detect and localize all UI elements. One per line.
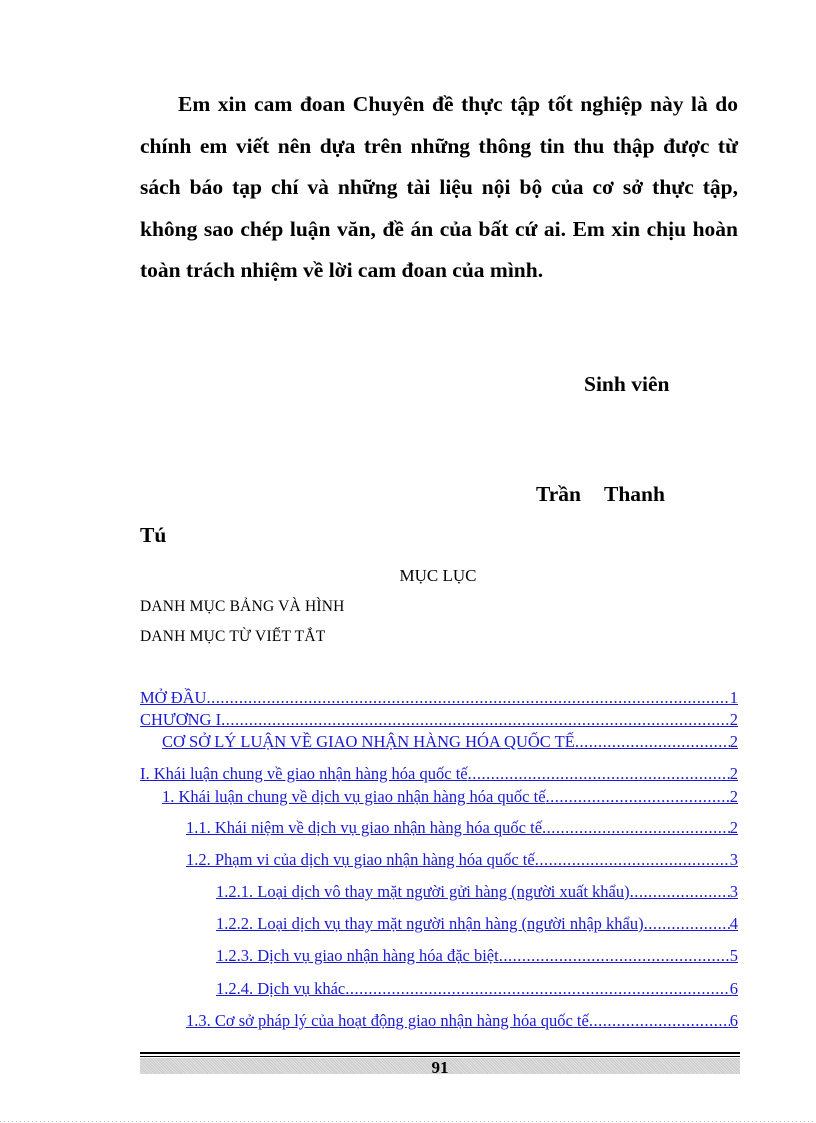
- list-tables-figures-heading: DANH MỤC BẢNG VÀ HÌNH: [140, 598, 345, 615]
- toc-entry[interactable]: [162, 732, 738, 754]
- toc-entry-text: 1.3. Cơ sở pháp lý của hoạt động giao nhận hàng hóa quốc tế: [186, 1011, 589, 1030]
- toc-leader-dots: [644, 914, 730, 934]
- toc-entry-page: 3: [729, 882, 738, 901]
- toc-leader-dots: [535, 850, 730, 870]
- toc-entry-page: 2: [729, 710, 738, 729]
- toc-entry-page: 6: [729, 1011, 738, 1030]
- toc-entry-text: CHƯƠNG I: [140, 710, 222, 729]
- toc-entry-text: 1.2.1. Loại dịch vô thay mặt người gửi hàng (người xuất khẩu): [216, 882, 630, 901]
- toc-entry-text: MỞ ĐẦU: [140, 688, 207, 707]
- toc-leader-dots: [499, 946, 730, 966]
- toc-entry-text: 1.2.4. Dịch vụ khác: [216, 979, 346, 998]
- toc-entry-text: CƠ SỞ LÝ LUẬN VỀ GIAO NHẬN HÀNG HÓA QUỐC TẾ: [162, 732, 575, 751]
- toc-leader-dots: [575, 732, 730, 752]
- toc-entry[interactable]: [216, 914, 738, 936]
- toc-entry-text: 1.2.2. Loại dịch vụ thay mặt người nhận hàng (người nhập khẩu): [216, 914, 644, 933]
- signature-name: Trần Thanh: [536, 482, 665, 506]
- declaration-paragraph: Em xin cam đoan Chuyên đề thực tập tốt nghiệp này là do chính em viết nên dựa trên những thông tin thu thập được từ sách báo tạp chí và những tài liệu nội bộ của cơ sở thực tập, không sao chép luận văn, đề án của bất cứ ai. Em xin chịu hoàn toàn trách nhiệm về lời cam đoan của mình.: [140, 92, 738, 282]
- toc-leader-dots: [630, 882, 730, 902]
- toc-entry-page: 2: [729, 764, 738, 783]
- toc-entry-text: 1.2. Phạm vi của dịch vụ giao nhận hàng hóa quốc tế: [186, 850, 535, 869]
- toc-entry-page: 3: [729, 850, 738, 869]
- toc-entry[interactable]: [140, 710, 738, 732]
- toc-entry[interactable]: [162, 787, 738, 809]
- toc-leader-dots: [221, 710, 730, 730]
- toc-leader-dots: [206, 688, 729, 708]
- toc-entry[interactable]: [216, 979, 738, 1001]
- toc-entry[interactable]: [186, 818, 738, 840]
- toc-entry[interactable]: [140, 688, 738, 710]
- list-abbreviations-heading: DANH MỤC TỪ VIẾT TẮT: [140, 628, 326, 645]
- signature-name-continued: Tú: [140, 523, 167, 547]
- page-bottom-border: [0, 1121, 816, 1122]
- toc-entry-page: 6: [729, 979, 738, 998]
- toc-entry-page: 1: [729, 688, 738, 707]
- toc-entry-page: 2: [729, 818, 738, 837]
- toc-entry-text: I. Khái luận chung về giao nhận hàng hóa quốc tế: [140, 764, 468, 783]
- toc-leader-dots: [546, 787, 730, 807]
- page-number: 91: [431, 1058, 449, 1077]
- toc-entry[interactable]: [140, 764, 738, 786]
- toc-entry[interactable]: [186, 1011, 738, 1033]
- toc-entry[interactable]: [216, 946, 738, 968]
- toc-entry-text: 1.1. Khái niệm về dịch vụ giao nhận hàng hóa quốc tế: [186, 818, 543, 837]
- toc-entry-page: 2: [729, 787, 738, 806]
- toc-entry-page: 4: [729, 914, 738, 933]
- toc-title: MỤC LỤC: [399, 566, 477, 585]
- toc-entry-text: 1.2.3. Dịch vụ giao nhận hàng hóa đặc biệt: [216, 946, 499, 965]
- toc-entry[interactable]: [186, 850, 738, 872]
- toc-leader-dots: [589, 1011, 730, 1031]
- toc-entry[interactable]: [216, 882, 738, 904]
- footer-rule-thin: [140, 1056, 740, 1057]
- toc-leader-dots: [468, 764, 730, 784]
- toc-entry-text: 1. Khái luận chung về dịch vụ giao nhận hàng hóa quốc tế: [162, 787, 546, 806]
- signature-title: Sinh viên: [584, 372, 670, 396]
- toc-entry-page: 2: [729, 732, 738, 751]
- toc-leader-dots: [345, 979, 730, 999]
- toc-leader-dots: [542, 818, 730, 838]
- toc-entry-page: 5: [729, 946, 738, 965]
- footer-rule: [140, 1052, 740, 1054]
